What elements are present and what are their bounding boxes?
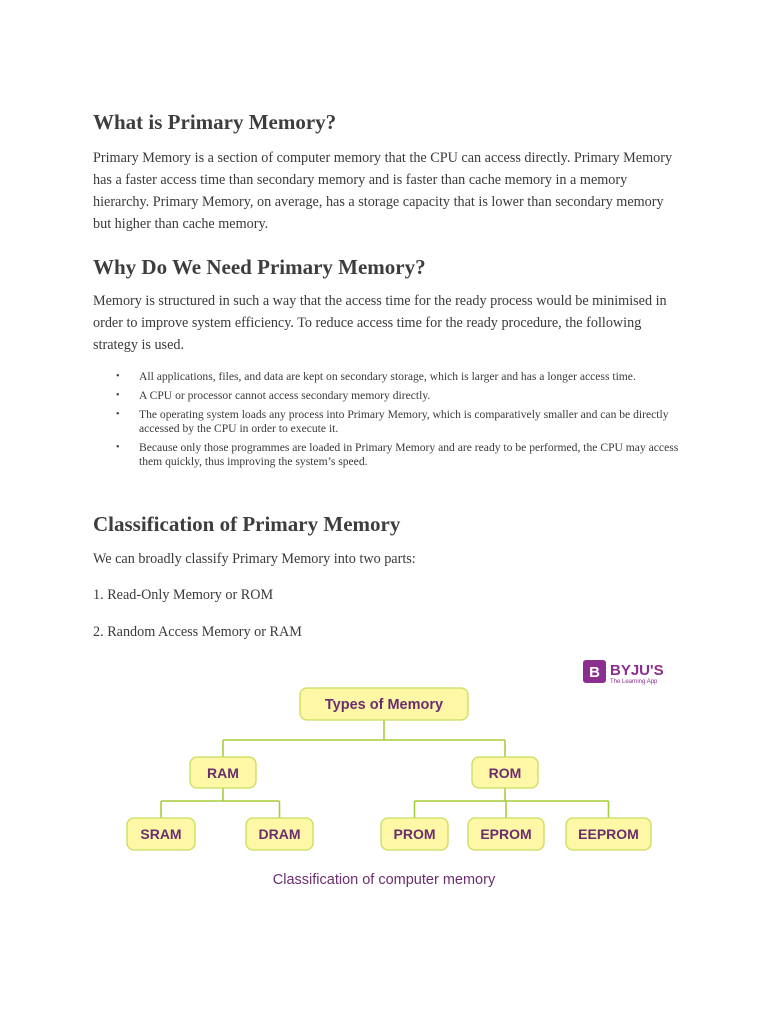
- diagram-node-prom: [381, 818, 448, 850]
- list-item-text: A CPU or processor cannot access secondary memory directly.: [139, 389, 431, 402]
- node-label: Types of Memory: [324, 697, 444, 713]
- list-item-text: The operating system loads any process into Primary Memory, which is comparatively smaller and can be directly accessed by the CPU in order to execute it.: [139, 408, 669, 435]
- node-label: PROM: [393, 826, 436, 842]
- heading-what-is-primary-memory: What is Primary Memory?: [93, 110, 337, 134]
- bullet-icon: •: [116, 442, 120, 453]
- diagram-node-dram: [246, 818, 313, 850]
- memory-classification-diagram: [0, 650, 768, 900]
- paragraph-primary-memory-definition: Primary Memory is a section of computer memory that the CPU can access directly. Primary Memory has a faster access time than secondary memory and is faster than cache memory in a memory hierarchy. Primary Memory, on average, has a storage capacity that is lower than secondary memory but higher than cache memory.: [93, 150, 673, 232]
- classification-item-rom: 1. Read-Only Memory or ROM: [93, 587, 274, 603]
- diagram-node-eeprom: [566, 818, 651, 850]
- list-item: [93, 370, 683, 384]
- diagram-node-sram: [127, 818, 195, 850]
- node-label: ROM: [488, 765, 522, 781]
- list-item-text: All applications, files, and data are kept on secondary storage, which is larger and has a longer access time.: [139, 370, 636, 383]
- bullet-list: [93, 370, 683, 474]
- heading-why-primary-memory: Why Do We Need Primary Memory?: [93, 255, 426, 279]
- node-label: SRAM: [140, 826, 182, 842]
- list-item: [93, 441, 683, 469]
- diagram-node-types-of-memory: [300, 688, 468, 720]
- node-label: EPROM: [480, 826, 532, 842]
- node-label: RAM: [207, 765, 239, 781]
- bullet-icon: •: [116, 390, 120, 401]
- classification-intro: We can broadly classify Primary Memory into two parts:: [93, 551, 416, 567]
- heading-classification: Classification of Primary Memory: [93, 512, 401, 536]
- byjus-logo: [583, 660, 664, 685]
- node-label: EEPROM: [578, 826, 639, 842]
- list-item-text: Because only those programmes are loaded in Primary Memory and are ready to be performed, the CPU may access them quickly, thus improving the system’s speed.: [139, 441, 679, 468]
- node-label: DRAM: [258, 826, 301, 842]
- byjus-logo-tagline: The Learning App: [610, 679, 658, 685]
- list-item: [93, 408, 683, 436]
- diagram-node-eprom: [468, 818, 544, 850]
- paragraph-why-primary-memory: Memory is structured in such a way that the access time for the ready process would be minimised in order to improve system efficiency. To reduce access time for the ready procedure, the following strategy is used.: [93, 293, 667, 353]
- bullet-icon: •: [116, 409, 120, 420]
- classification-item-ram: 2. Random Access Memory or RAM: [93, 624, 302, 640]
- diagram-caption: Classification of computer memory: [272, 872, 496, 888]
- diagram-node-ram: [190, 757, 256, 788]
- byjus-logo-text: BYJU'S: [610, 662, 664, 679]
- bullet-icon: •: [116, 371, 120, 382]
- list-item: [93, 389, 683, 403]
- diagram-node-rom: [472, 757, 538, 788]
- byjus-logo-mark-letter: B: [589, 664, 600, 681]
